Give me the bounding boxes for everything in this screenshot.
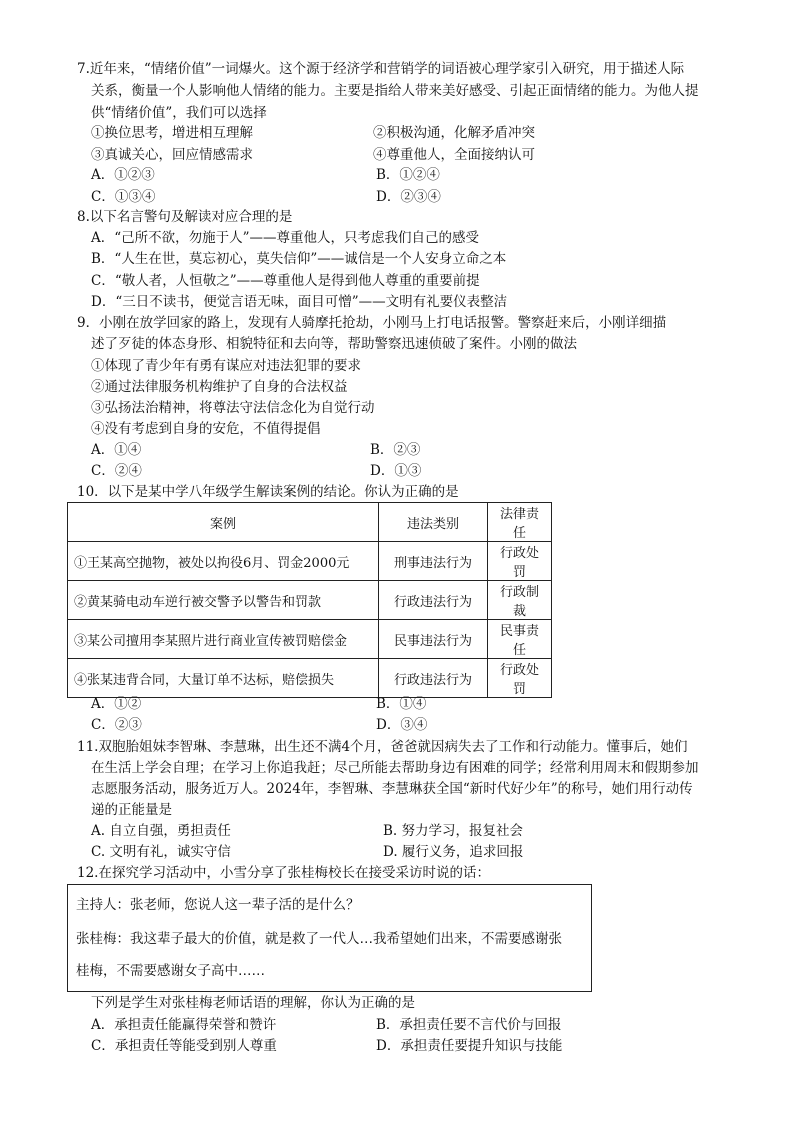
table-cell-liability: 行政处罚	[488, 659, 552, 698]
q7-item-3: ③真诚关心，回应情感需求	[91, 147, 253, 163]
table-cell-liability: 行政处罚	[488, 542, 552, 581]
table-row	[68, 659, 552, 698]
q7-stem-line-2: 关系，衡量一个人影响他人情绪的能力。主要是指给人带来美好感受、引起正面情绪的能力。为他人提	[91, 83, 699, 99]
q11-stem-line-2: 在生活上学会自理；在学习上你追我赶；尽己所能去帮助身边有困难的同学；经常利用周末和假期参加	[91, 760, 699, 776]
q10-option-d: D．③④	[376, 717, 428, 733]
table-row	[68, 581, 552, 620]
q7-option-a: A．①②③	[91, 167, 155, 183]
q9-item-4: ④没有考虑到自身的安危，不值得提倡	[91, 421, 321, 437]
q9-item-3: ③弘扬法治精神，将尊法守法信念化为自觉行动	[91, 400, 375, 416]
q8-option-a: A．“己所不欲，勿施于人”——尊重他人，只考虑我们自己的感受	[91, 230, 480, 246]
table-row	[68, 542, 552, 581]
table-header-row	[68, 503, 552, 542]
table-cell-liability: 行政制裁	[488, 581, 552, 620]
table-cell-case: ④张某违背合同，大量订单不达标，赔偿损失	[68, 659, 379, 698]
q10-option-c: C．②③	[91, 717, 142, 733]
q11-stem-line-1: 11.双胞胎姐妹李智琳、李慧琳，出生还不满4个月，爸爸就因病失去了工作和行动能力。懂事后，她们	[77, 739, 688, 755]
q9-option-b: B．②③	[370, 442, 421, 458]
q7-item-4: ④尊重他人，全面接纳认可	[373, 147, 535, 163]
table-header-liability: 法律责任	[488, 503, 552, 542]
table-cell-case: ③某公司擅用李某照片进行商业宣传被罚赔偿金	[68, 620, 379, 659]
q8-option-d: D．“三日不读书，便觉言语无味，面目可憎”——文明有礼要仪表整洁	[91, 294, 508, 310]
q10-option-a: A．①②	[91, 696, 142, 712]
table-cell-case: ②黄某骑电动车逆行被交警予以警告和罚款	[68, 581, 379, 620]
q8-option-c: C．“敬人者，人恒敬之”——尊重他人是得到他人尊重的重要前提	[91, 273, 480, 289]
q11-option-b: B. 努力学习，报复社会	[383, 823, 524, 839]
case-table	[67, 502, 552, 698]
q7-stem-line-1: 7.近年来，“情绪价值”一词爆火。这个源于经济学和营销学的词语被心理学家引入研究，用于描述人际	[77, 61, 685, 77]
quote-line-1: 主持人：张老师，您说人这一辈子活的是什么？	[76, 897, 360, 913]
q9-item-1: ①体现了青少年有勇有谋应对违法犯罪的要求	[91, 358, 361, 374]
q11-option-a: A. 自立自强，勇担责任	[91, 823, 231, 839]
q11-option-d: D. 履行义务，追求回报	[383, 844, 524, 860]
q8-option-b: B．“人生在世，莫忘初心，莫失信仰”——诚信是一个人安身立命之本	[91, 251, 507, 267]
interview-quote-box	[67, 884, 592, 992]
table-cell-case: ①王某高空抛物，被处以拘役6月、罚金2000元	[68, 542, 379, 581]
q9-option-c: C．②④	[91, 463, 142, 479]
q9-option-d: D．①③	[370, 463, 422, 479]
q9-stem-line-2: 述了歹徒的体态身形、相貌特征和去向等，帮助警察迅速侦破了案件。小刚的做法	[91, 336, 577, 352]
q8-stem: 8.以下名言警句及解读对应合理的是	[77, 209, 293, 225]
q7-stem-line-3: 供“情绪价值”，我们可以选择	[91, 105, 267, 121]
q7-item-1: ①换位思考，增进相互理解	[91, 125, 253, 141]
q7-option-d: D．②③④	[376, 189, 441, 205]
q11-stem-line-4: 递的正能量是	[91, 802, 172, 818]
q9-stem-line-1: 9．小刚在放学回家的路上，发现有人骑摩托抢劫，小刚马上打电话报警。警察赶来后，小刚详细描	[77, 315, 667, 331]
table-cell-category: 行政违法行为	[379, 659, 488, 698]
q9-option-a: A．①④	[91, 442, 142, 458]
q7-option-b: B．①②④	[376, 167, 440, 183]
table-cell-liability: 民事责任	[488, 620, 552, 659]
q9-item-2: ②通过法律服务机构维护了自身的合法权益	[91, 379, 348, 395]
q12-option-a: A．承担责任能赢得荣誉和赞许	[91, 1017, 277, 1033]
q11-option-c: C. 文明有礼，诚实守信	[91, 844, 231, 860]
q12-option-d: D．承担责任要提升知识与技能	[376, 1038, 563, 1054]
q12-question: 下列是学生对张桂梅老师话语的理解，你认为正确的是	[91, 995, 415, 1011]
q12-stem: 12.在探究学习活动中，小雪分享了张桂梅校长在接受采访时说的话：	[77, 865, 490, 881]
q7-item-2: ②积极沟通，化解矛盾冲突	[373, 125, 535, 141]
q10-option-b: B．①④	[376, 696, 427, 712]
table-row	[68, 620, 552, 659]
q10-stem: 10．以下是某中学八年级学生解读案例的结论。你认为正确的是	[77, 484, 459, 500]
q12-option-b: B．承担责任要不言代价与回报	[376, 1017, 562, 1033]
table-cell-category: 行政违法行为	[379, 581, 488, 620]
q7-option-c: C．①③④	[91, 189, 156, 205]
table-header-category: 违法类别	[379, 503, 488, 542]
table-cell-category: 刑事违法行为	[379, 542, 488, 581]
quote-line-2: 张桂梅：我这辈子最大的价值，就是救了一代人…我希望她们出来，不需要感谢张	[76, 931, 562, 947]
q11-stem-line-3: 志愿服务活动，服务近万人。2024年，李智琳、李慧琳获全国“新时代好少年”的称号，她们用行动传	[91, 781, 693, 797]
table-header-case: 案例	[68, 503, 379, 542]
q12-option-c: C．承担责任等能受到别人尊重	[91, 1038, 277, 1054]
table-cell-category: 民事违法行为	[379, 620, 488, 659]
quote-line-3: 桂梅，不需要感谢女子高中……	[76, 963, 265, 979]
